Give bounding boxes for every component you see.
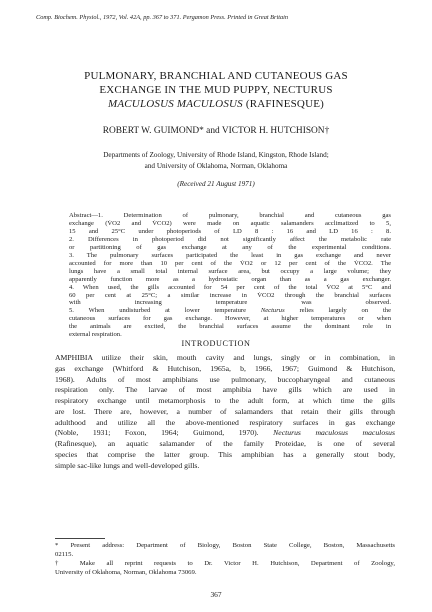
abstract-line: 15 and 25°C under photoperiods of LD 8 : 16 and LD 16 : 8.	[69, 227, 391, 235]
title-line-2: EXCHANGE IN THE MUD PUPPY, NECTURUS	[99, 84, 333, 96]
title-author-citation: (RAFINESQUE)	[242, 98, 325, 110]
intro-line: simple sac-like lungs and well-developed gills.	[55, 460, 200, 470]
abstract-line: the animals are excited, the branchial surfaces assume the dominant role in	[69, 323, 391, 331]
footnote-line: University of Oklahoma, Norman, Oklahoma 73069.	[55, 568, 197, 576]
abstract-line: with increasing temperature was observed.	[69, 299, 391, 307]
received-date: (Received 21 August 1971)	[177, 180, 255, 188]
footnote-line: * Present address: Department of Biology, Boston State College, Boston, Massachusetts	[55, 542, 395, 549]
journal-header: Comp. Biochem. Physiol., 1972, Vol. 42A, pp. 367 to 371. Pergamon Press. Printed in Great Britain	[36, 14, 289, 21]
footnote-line: 02115.	[55, 550, 74, 558]
intro-line: (Rafinesque), an aquatic salamander of the family Proteidae, is one of several	[55, 439, 395, 448]
intro-line: respiratory exchange until metamorphosis to the adult form, at which time the gills	[55, 396, 395, 405]
abstract-line: 3. The pulmonary surfaces participated the least in gas exchange and never	[69, 251, 391, 259]
abstract-line: lungs have a small total internal surface area, but occupy a large volume; they	[69, 267, 391, 275]
title-line-3	[40, 98, 392, 112]
abstract-line: or partitioning of gas exchange at any of the experimental conditions.	[69, 243, 391, 251]
abstract-line: cutaneous surfaces for gas exchange. However, at higher temperatures or when	[69, 315, 391, 323]
intro-line: adulthood and utilize all the above-mentioned respiratory surfaces in gas exchange	[55, 417, 395, 427]
title-line-1: PULMONARY, BRANCHIAL AND CUTANEOUS GAS	[84, 70, 348, 82]
abstract-line: external respiration.	[69, 331, 122, 339]
abstract-line: 2. Differences in photoperiod did not significantly affect the metabolic rate	[69, 235, 391, 243]
footnote-line: † Make all reprint requests to Dr. Victor H. Hutchison, Department of Zoology,	[55, 559, 395, 567]
abstract-line: 60 per cent at 25°C; a similar increase in V̇CO2 through the branchial surfaces	[69, 291, 391, 299]
intro-line: species that comprise the latter group. This amphibian has a generally stout body,	[55, 449, 395, 459]
title-species-name: MACULOSUS MACULOSUS	[107, 98, 243, 110]
footnote-divider	[55, 538, 105, 539]
affiliation-line-2: and University of Oklahoma, Norman, Oklahoma	[144, 161, 288, 170]
affiliation-line-1: Departments of Zoology, University of Rhode Island, Kingston, Rhode Island;	[103, 151, 329, 159]
intro-line: gas exchange (Whitford & Hutchison, 1965a, b, 1966, 1967; Guimond & Hutchison,	[55, 363, 395, 373]
page-number: 367	[210, 590, 222, 599]
abstract-line: accounted for more than 10 per cent of the V̇O2 or 12 per cent of the V̇CO2. The	[69, 259, 391, 267]
intro-line: AMPHIBIA utilize their skin, mouth cavity and lungs, singly or in combination, in	[55, 353, 395, 362]
section-heading: INTRODUCTION	[181, 339, 251, 348]
author-list: ROBERT W. GUIMOND* and VICTOR H. HUTCHISON†	[102, 126, 330, 136]
intro-line: respiration only. The larvae of most amphibia have gills which are used in	[55, 385, 395, 395]
abstract-line: apparently function more as a hydrostatic organ than as a gas exchanger.	[69, 275, 391, 283]
species-name: Necturus	[260, 307, 285, 315]
species-name: Necturus maculosus maculosus	[273, 428, 395, 438]
abstract-line: exchange (V̇O2 and V̇CO2) were made on aquatic salamanders acclimatized to 5,	[69, 219, 391, 227]
intro-line: 1968). Adults of most amphibians use pulmonary, buccopharyngeal and cutaneous	[55, 374, 395, 384]
intro-line: (Noble, 1931; Foxon, 1964; Guimond, 1970). Necturus maculosus maculosus	[55, 428, 395, 438]
abstract-line: 4. When used, the gills accounted for 54 per cent of the total V̇O2 at 5°C and	[69, 283, 391, 291]
abstract-line: 5. When undisturbed at lower temperature Necturus relies largely on the	[69, 307, 391, 315]
intro-line: are lost. There are, however, a number of salamanders that retain their gills through	[55, 406, 395, 416]
abstract-line: Abstract—1. Determination of pulmonary, branchial and cutaneous gas	[69, 212, 391, 219]
